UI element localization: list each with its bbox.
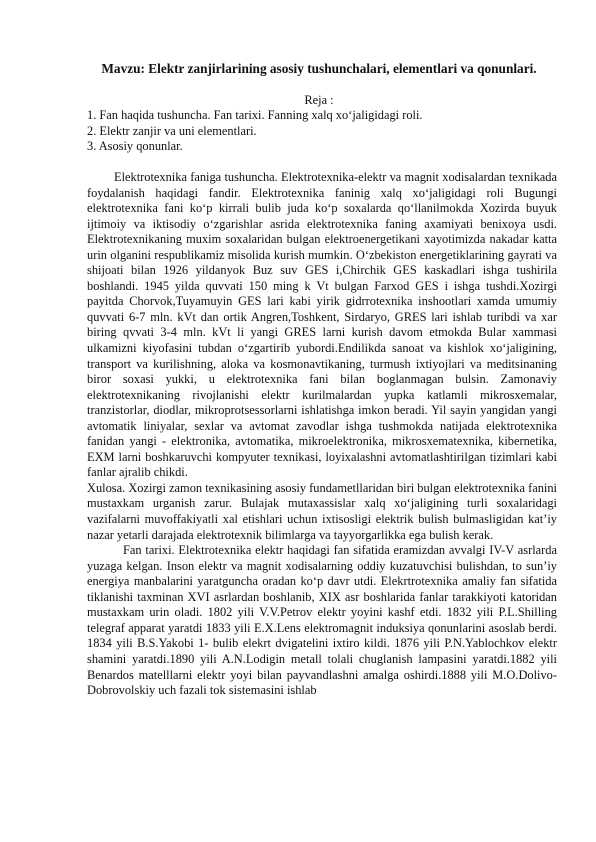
body-text bbox=[87, 170, 557, 699]
plan-item: 1. Fan haqida tushuncha. Fan tarixi. Fanning xalq xo‘jaligidagi roli. bbox=[87, 108, 423, 122]
intro-paragraph: Elektrotexnika faniga tushuncha. Elektrotexnika-elektr va magnit xodisalardan texnikada foydalanish haqidagi fandir. Elektrotexnika faninig xalq xo‘jaligidagi roli Bugungi elektrotexnika fani ko‘p kirrali bulib juda ko‘p soxalarda qo‘llanilmokda Xozirda buyuk ijtimoiy va iktisodiy o‘zgarishlar asrida elektrotexnika faning axamiyati benixoya usdi. Elektrotexnikaning muxim soxalaridan bulgan elektroenergetikani xayotimizda nakadar katta urin olganini respublikamiz misolida kurish mumkin. O‘zbekiston energetiklarining gayrati va shijoati bilan 1926 yildanyok Buz suv GES i,Chirchik GES kaskadlari ishga tushirila boshlandi. 1945 yilda quvvati 150 ming k Vt bulgan Farxod GES i ishga tushdi.Xozirgi payitda Chorvok,Tuyamuyin GES lari kabi yirik gidrrotexnika inshootlari xamda umumiy quvvati 6-7 mln. kVt dan ortik Angren,Toshkent, Sirdaryo, GRES lari ishlab turibdi va xar biring qvvati 3-4 mln. kVt li yangi GRES larni kurish davom etmokda Bular xammasi ulkamizni kiyofasini tubdan o‘zgartirib yubordi.Endilikda sanoat va kishlok xo‘jaligining, transport va kurilishning, aloka va kosmonavtikaning, turmush ixtiyojlari va meditsinaning biror soxasi yukki, u elektrotexnika fani bilan boglanmagan bulsin. Zamonaviy elektrotexnikaning rivojlanishi elektr kurilmalardan yupka katlamli mikrosxemalar, tranzistorlar, diodlar, mikroprotsessorlarni ishlatishga imkon beradi. Yil sayin yangidan yangi avtomatik liniyalar, sexlar va avtomat zavodlar ishga tushmokda natijada elektrotexnika fanidan yangi - elektronika, avtomatika, mikroelektronika, mikrosxematexnika, kibernetika, EXM larni boshkaruvchi kompyuter texnikasi, loyixalashni avtomatlashtirilgan tizimlari kabi fanlar ajralib chikdi. bbox=[87, 170, 557, 480]
conclusion-paragraph: Xulosa. Xozirgi zamon texnikasining asosiy fundametllaridan biri bulgan elektrotexnika fanini mustaxkam urganish zarur. Bulajak mutaxassislar xalq xo‘jaligining turli soxalaridagi vazifalarni muvoffakiyatli xal etishlari uchun ixtisosligi elektrik bulish bulmasligidan kat’iy nazar yetarli darajada elektrotexnik bilimlarga va tayyorgarlikka ega bulish kerak. bbox=[87, 480, 557, 542]
history-paragraph: Fan tarixi. Elektrotexnika elektr haqidagi fan sifatida eramizdan avvalgi IV-V asrlarda yuzaga kelgan. Inson elektr va magnit xodisalarning oddiy kuzatuvchisi bulishdan, to sun’iy energiya manbalarini yaratguncha oradan ko‘p davr utdi. Elekrtrotexnika amaliy fan sifatida tiklanishi taxminan XVI asrlardan boshlanib, XIX asr boshlarida fanlar tarakkiyoti katoridan mustaxkam urin oladi. 1802 yili V.V.Petrov elektr yoyini kashf etdi. 1832 yili P.L.Shilling telegraf apparat yaratdi 1833 yili E.X.Lens elektromagnit induksiya qonunlarini asoslab berdi. 1834 yili B.S.Yakobi 1- bulib elekrt dvigatelini ixtiro kildi. 1876 yili P.N.Yablochkov elektr shamini yaratdi.1890 yili A.N.Lodigin metall tolali chuglanish lampasini yaratdi.1882 yili Benardos matelllarni elektr yoyi bilan payvandlashni amalga oshirdi.1888 yili M.O.Dolivo-Dobrovolskiy uch fazali tok sistemasini ishlab bbox=[87, 543, 557, 698]
document-title: Mavzu: Elektr zanjirlarining asosiy tushunchalari, elementlari va qonunlari. bbox=[101, 61, 537, 76]
plan-item: 2. Elektr zanjir va uni elementlari. bbox=[87, 123, 257, 138]
plan-list bbox=[87, 108, 557, 155]
plan-heading: Reja : bbox=[304, 93, 334, 107]
plan-item: 3. Asosiy qonunlar. bbox=[87, 139, 183, 154]
